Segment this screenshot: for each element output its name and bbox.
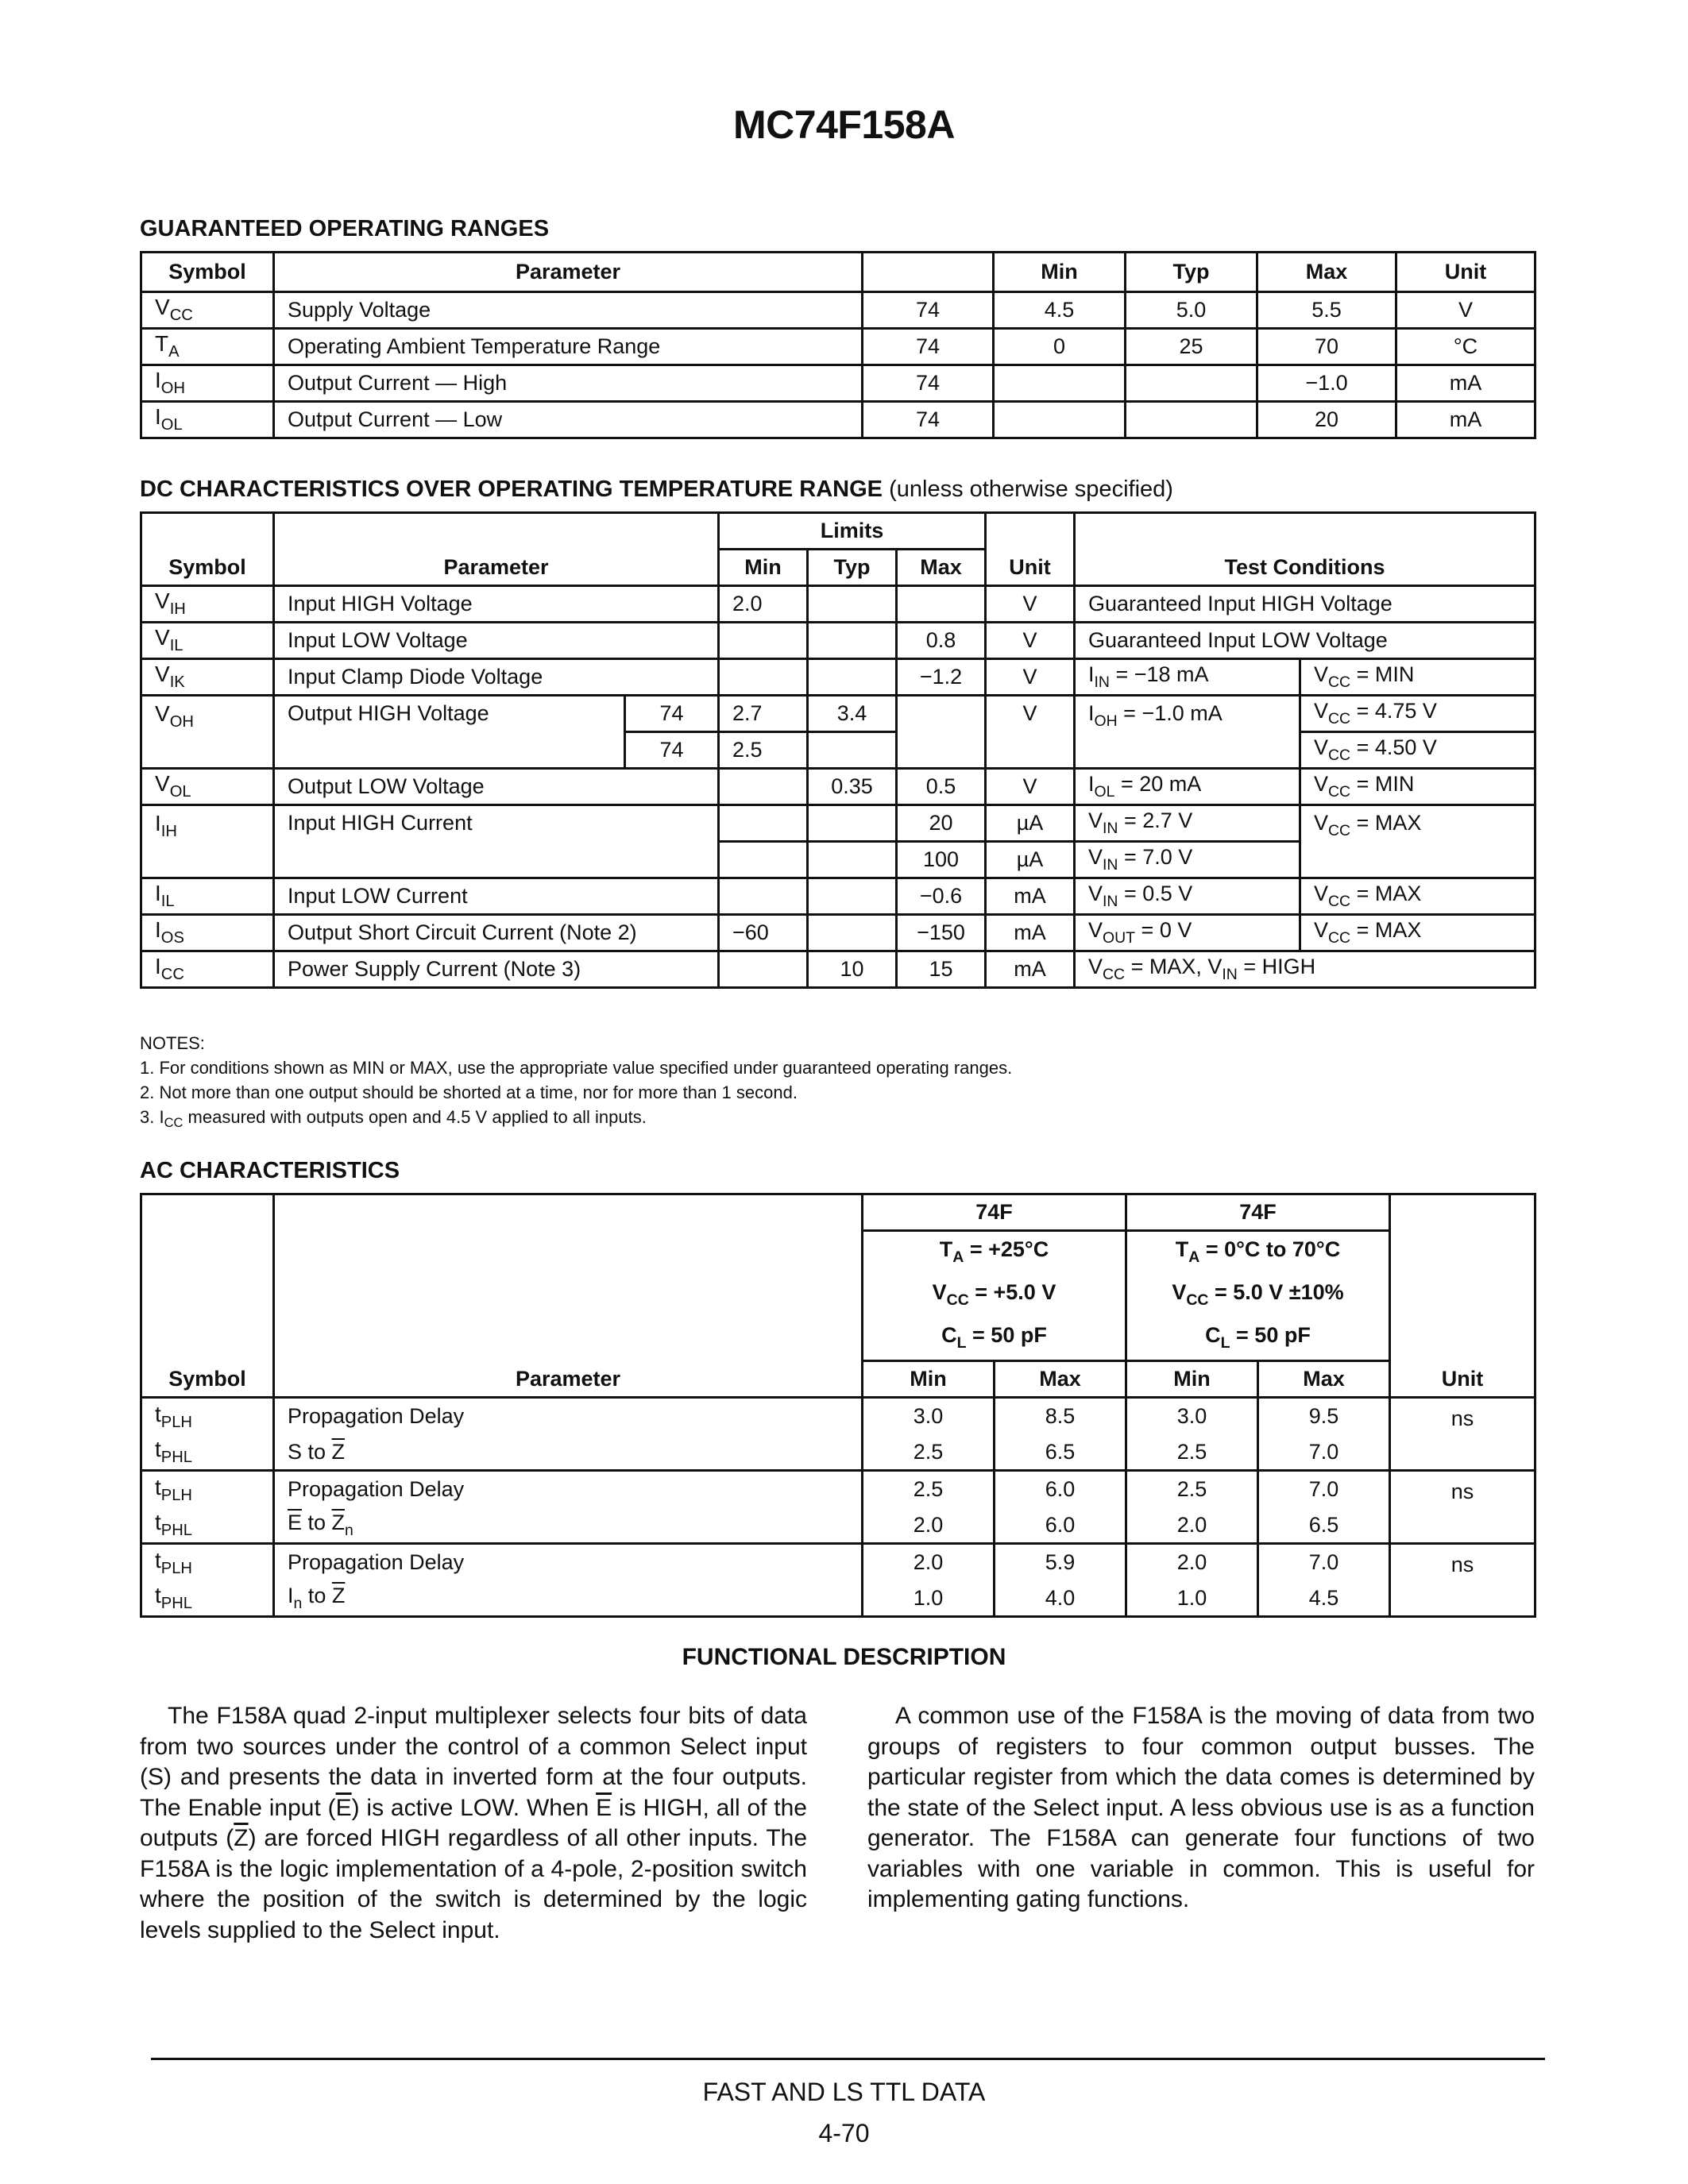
- value-cell: 2.0: [1126, 1544, 1258, 1580]
- table-row: [141, 329, 1535, 365]
- condition-cell: $V_{CC}$ = MAX: [1300, 915, 1535, 951]
- unit-cell: V: [986, 659, 1075, 696]
- min-cell: [719, 878, 808, 915]
- gor-h-unit: Unit: [1396, 253, 1535, 292]
- table-row: [141, 365, 1535, 402]
- condition-cell: $V_{CC}$ = MAX: [1300, 878, 1535, 915]
- symbol-cell: $V_{IK}$: [141, 659, 274, 696]
- unit-cell: V: [1396, 292, 1535, 329]
- max-cell: 20: [1257, 402, 1396, 438]
- parameter-cell: Input Clamp Diode Voltage: [274, 659, 719, 696]
- max-cell: −1.0: [1257, 365, 1396, 402]
- note-3: 3. $I_{CC}$ measured with outputs open and 4.5 V applied to all inputs.: [140, 1107, 647, 1130]
- gor-h-parameter: Parameter: [274, 253, 863, 292]
- gor-header-row: [141, 253, 1535, 292]
- typ-cell: [808, 623, 897, 659]
- parameter-cell: $\overline{E}$ to $\overline{Z}_n$: [274, 1507, 863, 1544]
- table-row: [141, 1580, 1535, 1617]
- value-cell: 2.5: [863, 1434, 995, 1471]
- device-cell: 74: [863, 365, 994, 402]
- max-cell: [897, 696, 986, 769]
- table-row: [141, 1471, 1535, 1507]
- min-cell: [719, 951, 808, 988]
- parameter-cell: Output Current — Low: [274, 402, 863, 438]
- parameter-cell: Propagation Delay: [274, 1544, 863, 1580]
- dc-title-note: (unless otherwise specified): [889, 477, 1173, 502]
- symbol-cell: $I_{OS}$: [141, 915, 274, 951]
- min-cell: [994, 402, 1126, 438]
- table-row: [141, 769, 1535, 805]
- notes-heading: NOTES:: [140, 1033, 205, 1053]
- symbol-cell: $t_{PLH}$: [141, 1471, 274, 1507]
- unit-cell: mA: [986, 915, 1075, 951]
- min-cell: [719, 659, 808, 696]
- typ-cell: [808, 805, 897, 842]
- parameter-cell: Input HIGH Voltage: [274, 586, 719, 623]
- condition-cell: $V_{CC} = 4.50$ V: [1300, 732, 1535, 769]
- parameter-cell: Propagation Delay: [274, 1471, 863, 1507]
- parameter-cell: Power Supply Current (Note 3): [274, 951, 719, 988]
- condition-cell: Guaranteed Input LOW Voltage: [1075, 623, 1535, 659]
- condition-cell: $V_{CC}$ = MAX: [1300, 805, 1535, 878]
- value-cell: 1.0: [1126, 1580, 1258, 1617]
- value-cell: 1.0: [863, 1580, 995, 1617]
- symbol-cell: $t_{PHL}$: [141, 1507, 274, 1544]
- condition-cell: $I_{OL} = 20$ mA: [1075, 769, 1300, 805]
- max-cell: 0.5: [897, 769, 986, 805]
- dc-title: DC CHARACTERISTICS OVER OPERATING TEMPERATURE RANGE (unless otherwise specified): [140, 477, 1173, 502]
- typ-cell: 5.0: [1126, 292, 1257, 329]
- gor-h-max: Max: [1257, 253, 1396, 292]
- condition-cell: $V_{CC}$ = MIN: [1300, 769, 1535, 805]
- unit-cell: V: [986, 623, 1075, 659]
- max-cell: −150: [897, 915, 986, 951]
- parameter-cell: $I_n$ to $\overline{Z}$: [274, 1580, 863, 1617]
- symbol-cell: $I_{OL}$: [141, 402, 274, 438]
- max-cell: 100: [897, 842, 986, 878]
- unit-cell: mA: [1396, 402, 1535, 438]
- condition-cell: $V_{IN} = 7.0$ V: [1075, 842, 1300, 878]
- table-row: [141, 878, 1535, 915]
- table-row: [141, 292, 1535, 329]
- min-cell: [994, 365, 1126, 402]
- ac-table: [140, 1193, 1536, 1618]
- max-cell: [897, 586, 986, 623]
- symbol-cell: $V_{OH}$: [141, 696, 274, 769]
- value-cell: 2.0: [1126, 1507, 1258, 1544]
- value-cell: 6.0: [995, 1471, 1126, 1507]
- dc-h-typ: Typ: [808, 550, 897, 586]
- table-row: [141, 586, 1535, 623]
- unit-cell: ns: [1390, 1544, 1535, 1617]
- typ-cell: [808, 915, 897, 951]
- parameter-cell: Input LOW Current: [274, 878, 719, 915]
- ac-title: AC CHARACTERISTICS: [140, 1158, 400, 1183]
- functional-left-paragraph: The F158A quad 2-input multiplexer selects four bits of data from two sources under the control of a common Select input (S) and presents the data in inverted form at the four outputs. The Enable input $(\overline{E})$ is active LOW. When $\overline{E}$ is HIGH, all of the outputs $(\overline{Z})$ are forced HIGH regardless of all other inputs. The F158A is the logic implementation of a 4-pole, 2-position switch where the position of the switch is determined by the logic levels supplied to the Select input.: [140, 1703, 808, 1943]
- condition-cell: $V_{CC} = 4.75$ V: [1300, 696, 1535, 732]
- parameter-cell: Propagation Delay: [274, 1398, 863, 1434]
- symbol-cell: $I_{OH}$: [141, 365, 274, 402]
- device-cell: 74: [863, 292, 994, 329]
- symbol-cell: $I_{IH}$: [141, 805, 274, 878]
- unit-cell: V: [986, 696, 1075, 769]
- max-cell: 15: [897, 951, 986, 988]
- ac-h-parameter: Parameter: [274, 1194, 863, 1398]
- typ-cell: [808, 842, 897, 878]
- table-row: [141, 696, 1535, 732]
- ac-h-max: Max: [1258, 1361, 1390, 1398]
- unit-cell: ns: [1390, 1398, 1535, 1471]
- device-cell: 74: [863, 402, 994, 438]
- dc-h-unit: Unit: [986, 513, 1075, 586]
- ac-header-row-1: [141, 1194, 1535, 1231]
- note-2: 2. Not more than one output should be shorted at a time, nor for more than 1 second.: [140, 1082, 798, 1102]
- notes: [140, 1031, 1012, 1136]
- typ-cell: [1126, 402, 1257, 438]
- dc-header-row-1: [141, 513, 1535, 550]
- symbol-cell: $t_{PLH}$: [141, 1398, 274, 1434]
- table-row: [141, 402, 1535, 438]
- min-cell: [719, 842, 808, 878]
- table-row: [141, 1507, 1535, 1544]
- table-row: [141, 623, 1535, 659]
- footer-divider: [151, 2058, 1545, 2060]
- table-row: [141, 1398, 1535, 1434]
- page-title: MC74F158A: [733, 102, 955, 147]
- page-number: 4-70: [818, 2119, 870, 2147]
- value-cell: 5.9: [995, 1544, 1126, 1580]
- min-cell: 4.5: [994, 292, 1126, 329]
- ac-h-symbol: Symbol: [141, 1194, 274, 1398]
- typ-cell: [1126, 365, 1257, 402]
- ac-h-unit: Unit: [1390, 1194, 1535, 1398]
- ac-h-max: Max: [995, 1361, 1126, 1398]
- note-1: 1. For conditions shown as MIN or MAX, use the appropriate value specified under guaranteed operating ranges.: [140, 1058, 1013, 1078]
- dc-h-test: Test Conditions: [1075, 513, 1535, 586]
- device-cell: 74: [625, 732, 719, 769]
- unit-cell: ns: [1390, 1471, 1535, 1544]
- ac-h-min: Min: [863, 1361, 995, 1398]
- symbol-cell: $V_{CC}$: [141, 292, 274, 329]
- dc-h-max: Max: [897, 550, 986, 586]
- table-row: [141, 915, 1535, 951]
- table-row: [141, 659, 1535, 696]
- symbol-cell: $V_{IL}$: [141, 623, 274, 659]
- gor-h-min: Min: [994, 253, 1126, 292]
- condition-cell: $V_{OUT} = 0$ V: [1075, 915, 1300, 951]
- value-cell: 7.0: [1258, 1471, 1390, 1507]
- max-cell: −1.2: [897, 659, 986, 696]
- typ-cell: [808, 586, 897, 623]
- dc-h-symbol: Symbol: [141, 513, 274, 586]
- typ-cell: 3.4: [808, 696, 897, 732]
- gor-h-blank: [863, 253, 994, 292]
- value-cell: 2.5: [1126, 1471, 1258, 1507]
- ac-h-group2-conditions: $T_A = 0^\circ C$ to 70°C $V_{CC} = 5.0$ V ±10% $C_L = 50$ pF: [1126, 1231, 1390, 1361]
- typ-cell: 0.35: [808, 769, 897, 805]
- dc-h-limits: Limits: [719, 513, 986, 550]
- max-cell: 0.8: [897, 623, 986, 659]
- gor-title: GUARANTEED OPERATING RANGES: [140, 216, 550, 241]
- parameter-cell: Output Current — High: [274, 365, 863, 402]
- condition-cell: $I_{OH} = -1.0$ mA: [1075, 696, 1300, 769]
- unit-cell: V: [986, 586, 1075, 623]
- value-cell: 6.0: [995, 1507, 1126, 1544]
- dc-h-parameter: Parameter: [274, 513, 719, 586]
- symbol-cell: $V_{OL}$: [141, 769, 274, 805]
- min-cell: −60: [719, 915, 808, 951]
- min-cell: 2.7: [719, 696, 808, 732]
- value-cell: 2.0: [863, 1544, 995, 1580]
- max-cell: 70: [1257, 329, 1396, 365]
- parameter-cell: Input LOW Voltage: [274, 623, 719, 659]
- parameter-cell: Supply Voltage: [274, 292, 863, 329]
- table-row: [141, 805, 1535, 842]
- min-cell: [719, 623, 808, 659]
- parameter-cell: Operating Ambient Temperature Range: [274, 329, 863, 365]
- condition-cell: $V_{IN} = 0.5$ V: [1075, 878, 1300, 915]
- ac-h-group1-conditions: $T_A = +25^\circ C$ $V_{CC} = +5.0$ V $C_L = 50$ pF: [863, 1231, 1126, 1361]
- value-cell: 4.5: [1258, 1580, 1390, 1617]
- dc-h-min: Min: [719, 550, 808, 586]
- unit-cell: µA: [986, 842, 1075, 878]
- value-cell: 9.5: [1258, 1398, 1390, 1434]
- gor-table: [140, 251, 1536, 439]
- symbol-cell: $I_{IL}$: [141, 878, 274, 915]
- device-cell: 74: [863, 329, 994, 365]
- footer-title: FAST AND LS TTL DATA: [702, 2078, 986, 2106]
- min-cell: 0: [994, 329, 1126, 365]
- max-cell: 5.5: [1257, 292, 1396, 329]
- value-cell: 7.0: [1258, 1544, 1390, 1580]
- gor-h-typ: Typ: [1126, 253, 1257, 292]
- symbol-cell: $t_{PLH}$: [141, 1544, 274, 1580]
- symbol-cell: $I_{CC}$: [141, 951, 274, 988]
- condition-cell: Guaranteed Input HIGH Voltage: [1075, 586, 1535, 623]
- unit-cell: mA: [986, 951, 1075, 988]
- typ-cell: [808, 732, 897, 769]
- gor-h-symbol: Symbol: [141, 253, 274, 292]
- unit-cell: °C: [1396, 329, 1535, 365]
- symbol-cell: $t_{PHL}$: [141, 1434, 274, 1471]
- value-cell: 4.0: [995, 1580, 1126, 1617]
- typ-cell: [808, 659, 897, 696]
- table-row: [141, 1434, 1535, 1471]
- symbol-cell: $V_{IH}$: [141, 586, 274, 623]
- value-cell: 6.5: [995, 1434, 1126, 1471]
- parameter-cell: Output HIGH Voltage: [274, 696, 625, 769]
- condition-cell: $V_{CC}$ = MIN: [1300, 659, 1535, 696]
- value-cell: 2.0: [863, 1507, 995, 1544]
- functional-right-paragraph: A common use of the F158A is the moving of data from two groups of registers to four common output busses. The particular register from which the data comes is determined by the state of the Select input. A less obvious use is as a function generator. The F158A can generate four functions of two variables with one variable in common. This is useful for implementing gating functions.: [867, 1703, 1535, 1912]
- functional-title: FUNCTIONAL DESCRIPTION: [682, 1644, 1006, 1670]
- min-cell: [719, 805, 808, 842]
- ac-h-group2: 74F: [1126, 1194, 1390, 1231]
- value-cell: 2.5: [863, 1471, 995, 1507]
- value-cell: 7.0: [1258, 1434, 1390, 1471]
- value-cell: 6.5: [1258, 1507, 1390, 1544]
- typ-cell: 10: [808, 951, 897, 988]
- symbol-cell: $T_A$: [141, 329, 274, 365]
- unit-cell: mA: [1396, 365, 1535, 402]
- symbol-cell: $t_{PHL}$: [141, 1580, 274, 1617]
- condition-cell: $I_{IN} = -18$ mA: [1075, 659, 1300, 696]
- value-cell: 3.0: [1126, 1398, 1258, 1434]
- unit-cell: V: [986, 769, 1075, 805]
- unit-cell: µA: [986, 805, 1075, 842]
- parameter-cell: S to $\overline{Z}$: [274, 1434, 863, 1471]
- ac-h-group1: 74F: [863, 1194, 1126, 1231]
- min-cell: [719, 769, 808, 805]
- value-cell: 3.0: [863, 1398, 995, 1434]
- parameter-cell: Output LOW Voltage: [274, 769, 719, 805]
- ac-h-min: Min: [1126, 1361, 1258, 1398]
- unit-cell: mA: [986, 878, 1075, 915]
- typ-cell: [808, 878, 897, 915]
- parameter-cell: Output Short Circuit Current (Note 2): [274, 915, 719, 951]
- condition-cell: $V_{CC}$ = MAX, $V_{IN}$ = HIGH: [1075, 951, 1535, 988]
- table-row: [141, 951, 1535, 988]
- value-cell: 2.5: [1126, 1434, 1258, 1471]
- table-row: [141, 1544, 1535, 1580]
- condition-cell: $V_{IN} = 2.7$ V: [1075, 805, 1300, 842]
- value-cell: 8.5: [995, 1398, 1126, 1434]
- dc-table: [140, 511, 1536, 989]
- parameter-cell: Input HIGH Current: [274, 805, 719, 878]
- device-cell: 74: [625, 696, 719, 732]
- typ-cell: 25: [1126, 329, 1257, 365]
- max-cell: −0.6: [897, 878, 986, 915]
- min-cell: 2.0: [719, 586, 808, 623]
- max-cell: 20: [897, 805, 986, 842]
- min-cell: 2.5: [719, 732, 808, 769]
